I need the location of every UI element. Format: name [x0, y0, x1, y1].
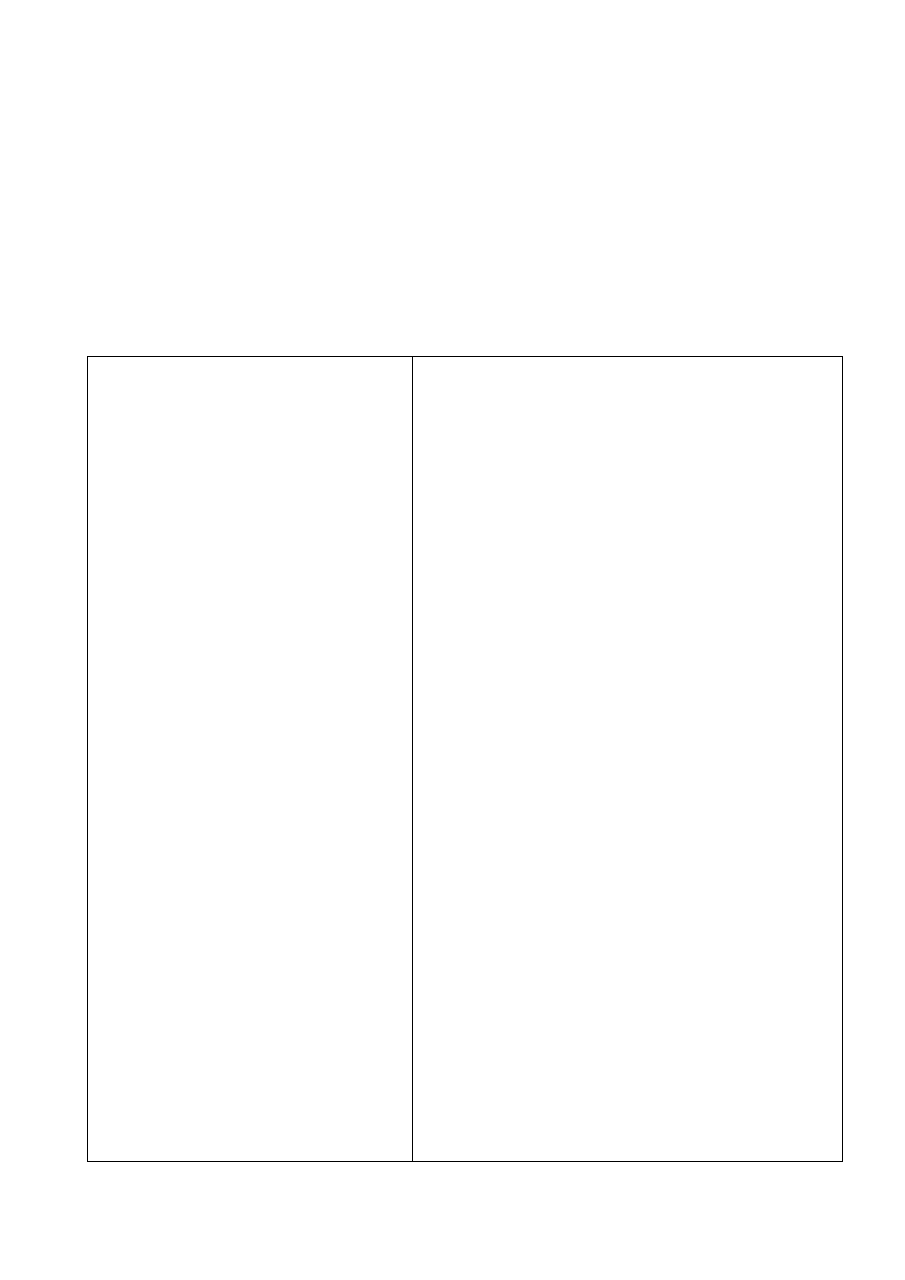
enqueue-note	[88, 403, 412, 405]
algorithm-1-cell	[88, 357, 413, 1162]
algorithm-2-cell	[413, 357, 843, 1162]
algorithm-2-title	[413, 357, 842, 381]
algorithms-table	[87, 356, 843, 1162]
algorithm-1-title	[88, 357, 412, 381]
